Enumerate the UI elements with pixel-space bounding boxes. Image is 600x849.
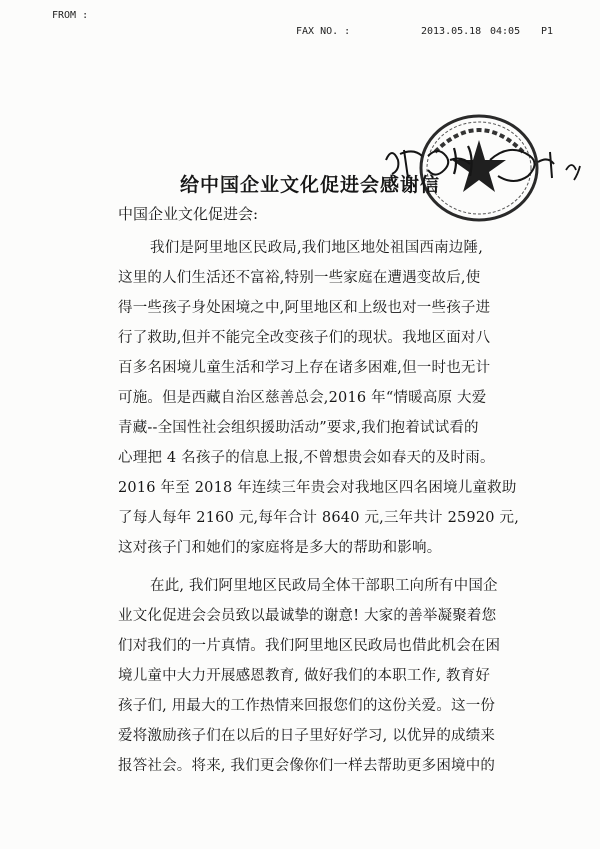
fax-header [0, 10, 600, 37]
fax-number-label: FAX NO. : [296, 26, 351, 37]
body-line: 在此, 我们阿里地区民政局全体干部职工向所有中国企 [150, 578, 498, 594]
fax-time: 04:05 [490, 26, 521, 37]
body-line: 百多名困境儿童生活和学习上存在诸多困难,但一时也无计 [118, 360, 491, 376]
fax-date: 2013.05.18 [421, 26, 482, 37]
body-line: 心理把 4 名孩子的信息上报,不曾想贵会如春天的及时雨。 [118, 450, 495, 466]
body-line: 我们是阿里地区民政局,我们地区地处祖国西南边陲, [150, 240, 484, 256]
body-line: 爱将激励孩子们在以后的日子里好好学习, 以优异的成绩来 [118, 728, 496, 744]
body-line: 这里的人们生活还不富裕,特别一些家庭在遭遇变故后,使 [118, 270, 481, 286]
letter-salutation: 中国企业文化促进会: [118, 205, 259, 223]
body-line: 行了救助,但并不能完全改变孩子们的现状。我地区面对八 [118, 330, 491, 346]
body-line: 境儿童中大力开展感恩教育, 做好我们的本职工作, 教育好 [118, 668, 491, 684]
fax-page-number: P1 [541, 26, 554, 37]
letter-title: 给中国企业文化促进会感谢信 [180, 174, 441, 196]
body-line: 2016 年至 2018 年连续三年贵会对我地区四名困境儿童救助 [118, 480, 517, 496]
body-line: 了每人每年 2160 元,每年合计 8640 元,三年共计 25920 元, [118, 510, 520, 526]
body-line: 孩子们, 用最大的工作热情来回报您们的这份关爱。这一份 [118, 698, 496, 714]
body-line: 得一些孩子身处困境之中,阿里地区和上级也对一些孩子进 [118, 300, 491, 316]
body-line: 们对我们的一片真情。我们阿里地区民政局也借此机会在困 [118, 638, 501, 654]
body-line: 报答社会。将来, 我们更会像你们一样去帮助更多困境中的 [118, 758, 496, 774]
body-line: 业文化促进会会员致以最诚挚的谢意! 大家的善举凝聚着您 [118, 608, 497, 624]
body-line: 这对孩子门和她们的家庭将是多大的帮助和影响。 [118, 540, 442, 556]
fax-from-label: FROM : [52, 10, 89, 21]
body-line: 可施。但是西藏自治区慈善总会,2016 年“情暖高原 大爱 [118, 390, 487, 406]
body-line: 青藏--全国性社会组织援助活动”要求,我们抱着试试看的 [118, 420, 479, 436]
